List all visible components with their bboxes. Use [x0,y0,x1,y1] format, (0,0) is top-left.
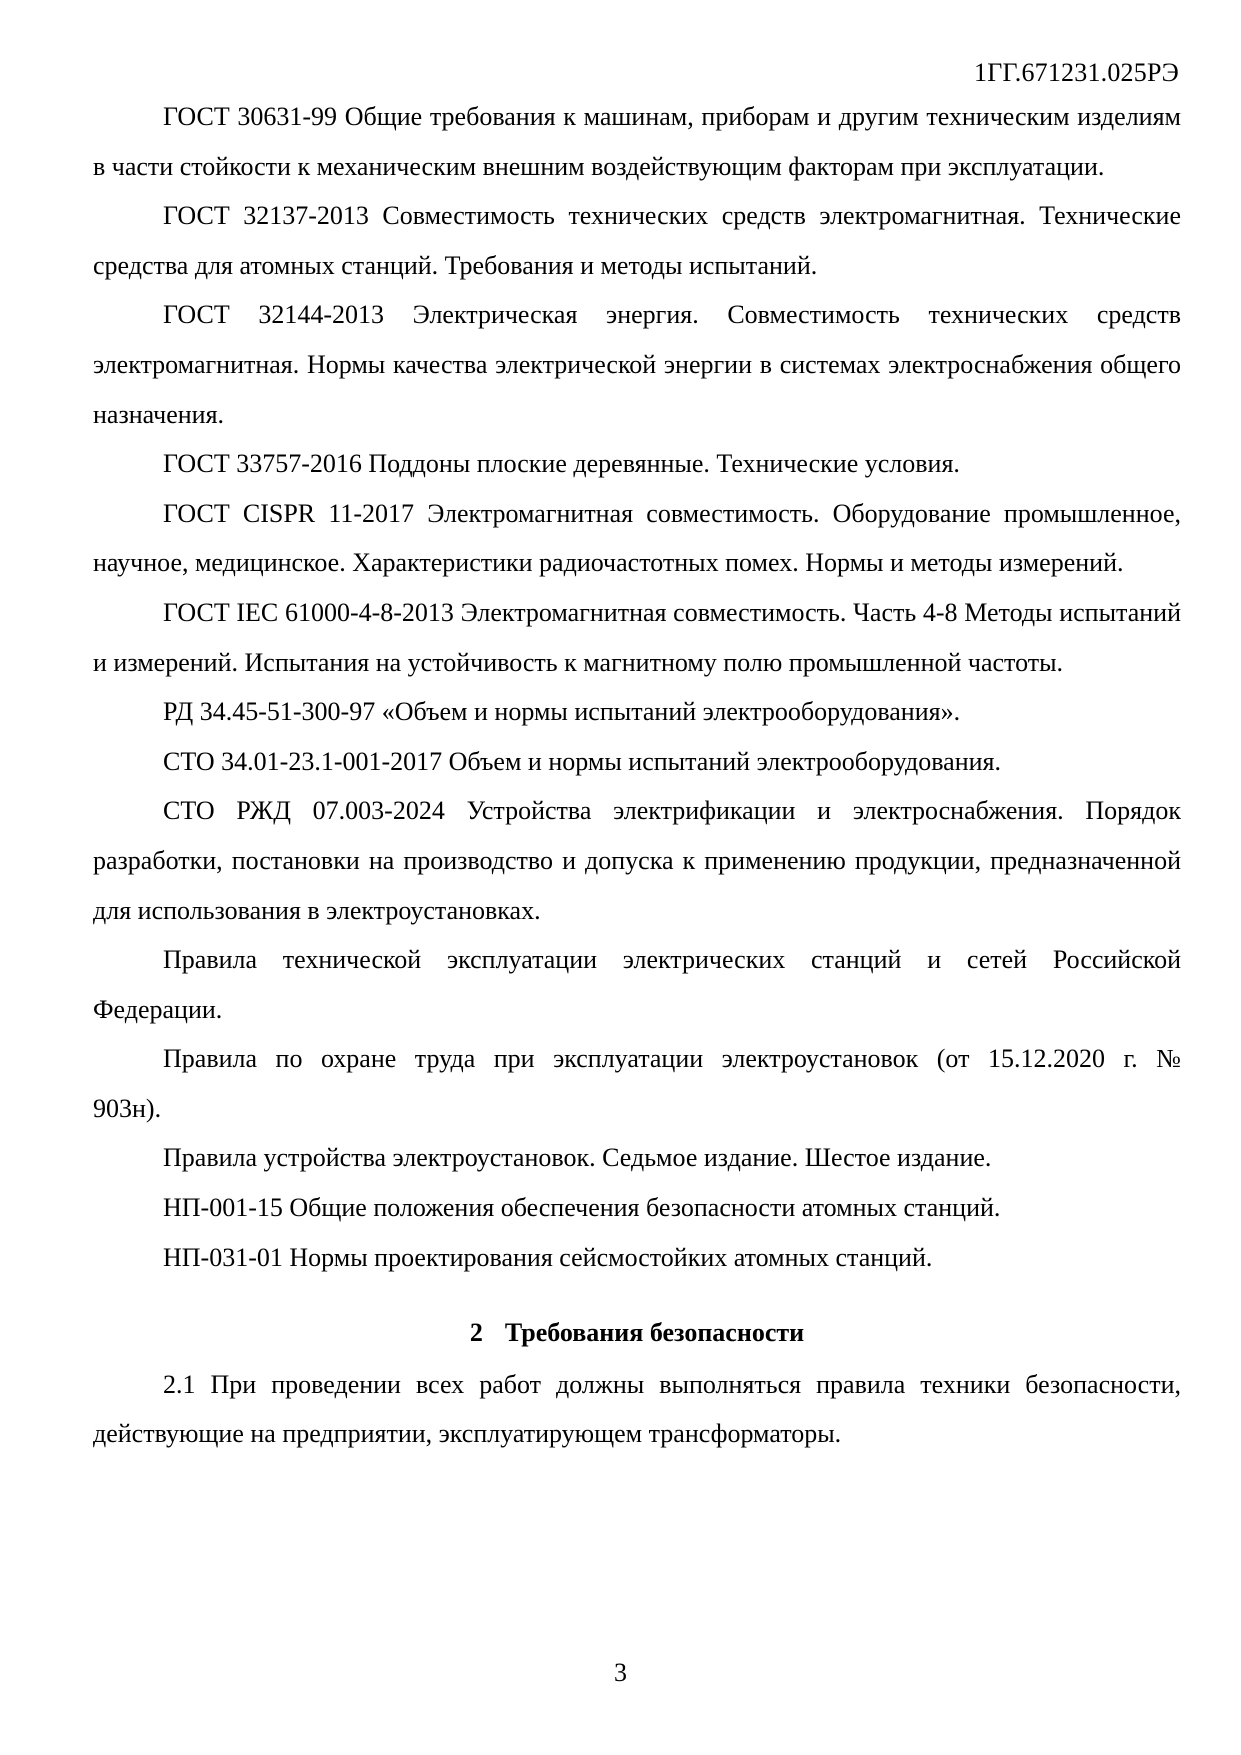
reference-item: РД 34.45-51-300-97 «Объем и нормы испытаний электрооборудования». [163,697,961,727]
reference-item: Правила технической эксплуатации электрических станций и сетей Российской Федерации. [93,945,1181,1024]
reference-item: Правила по охране труда при эксплуатации электроустановок (от 15.12.2020 г. № 903н). [93,1044,1181,1123]
document-body [93,92,1181,1459]
section-title: Требования безопасности [504,1318,805,1348]
reference-item: СТО 34.01-23.1-001-2017 Объем и нормы испытаний электрооборудования. [163,746,1001,776]
document-code: 1ГГ.671231.025РЭ [974,58,1179,87]
reference-item: НП-031-01 Нормы проектирования сейсмостойких атомных станций. [163,1242,933,1272]
reference-item: ГОСТ 32144-2013 Электрическая энергия. Совместимость технических средств электромагнитная. Нормы качества электрической энергии в системах электроснабжения общего назначения. [93,300,1181,429]
section-heading [93,1308,1181,1358]
reference-item: ГОСТ 32137-2013 Совместимость технических средств электромагнитная. Технические средства для атомных станций. Требования и методы испытаний. [93,201,1181,280]
reference-item: ГОСТ 33757-2016 Поддоны плоские деревянные. Технические условия. [163,449,960,479]
reference-item: СТО РЖД 07.003-2024 Устройства электрификации и электроснабжения. Порядок разработки, постановки на производство и допуска к применению продукции, предназначенной для использования в электроустановках. [93,796,1181,925]
page-number: 3 [614,1658,627,1687]
reference-item: НП-001-15 Общие положения обеспечения безопасности атомных станций. [163,1193,1001,1223]
section-number: 2 [469,1318,483,1348]
reference-item: ГОСТ CISPR 11-2017 Электромагнитная совместимость. Оборудование промышленное, научное, медицинское. Характеристики радиочастотных помех. Нормы и методы измерений. [93,498,1181,578]
reference-item: ГОСТ IEC 61000-4-8-2013 Электромагнитная совместимость. Часть 4-8 Методы испытаний и измерений. Испытания на устойчивость к магнитному полю промышленной частоты. [93,597,1181,677]
section-paragraph: 2.1 При проведении всех работ должны выполняться правила техники безопасности, действующие на предприятии, эксплуатирующем трансформаторы. [93,1369,1181,1449]
reference-item: ГОСТ 30631-99 Общие требования к машинам, приборам и другим техническим изделиям в части стойкости к механическим внешним воздействующим факторам при эксплуатации. [93,102,1181,181]
reference-item: Правила устройства электроустановок. Седьмое издание. Шестое издание. [163,1143,992,1173]
